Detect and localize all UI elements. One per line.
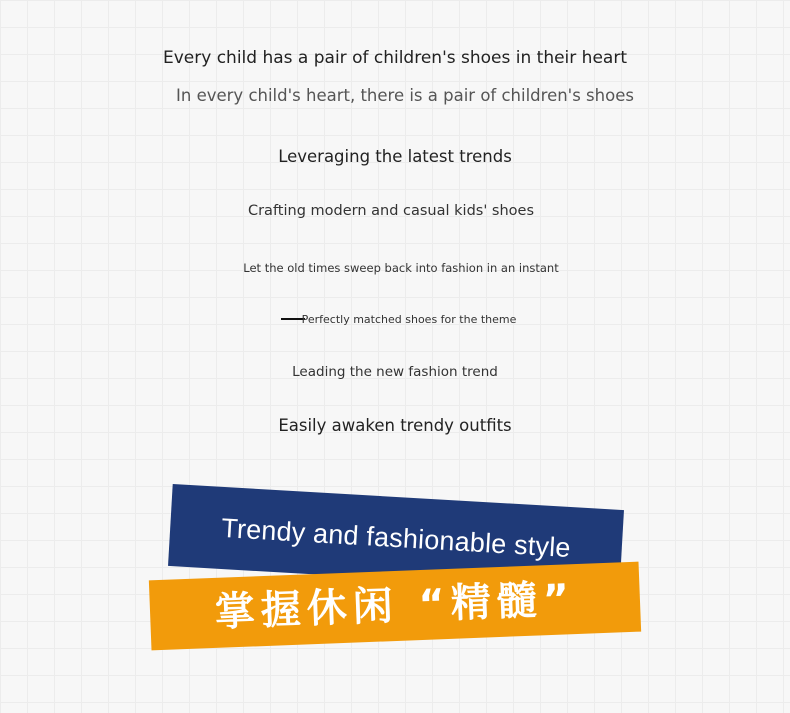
- tagline-new-trend: Leading the new fashion trend: [292, 364, 498, 380]
- orange-banner-text: 掌握休闲 “精髓”: [213, 576, 577, 636]
- headline-en-2: In every child's heart, there is a pair of children's shoes: [176, 86, 634, 105]
- tagline-trends: Leveraging the latest trends: [278, 147, 512, 166]
- headline-en-1: Every child has a pair of children's shoes in their heart: [163, 48, 627, 68]
- tagline-trendy-outfits: Easily awaken trendy outfits: [278, 416, 512, 435]
- blue-banner-text: Trendy and fashionable style: [220, 512, 572, 564]
- tagline-crafting: Crafting modern and casual kids' shoes: [247, 203, 535, 219]
- tagline-old-times: Let the old times sweep back into fashion in an instant: [243, 261, 559, 275]
- tagline-matched-shoes: Perfectly matched shoes for the theme: [301, 313, 517, 326]
